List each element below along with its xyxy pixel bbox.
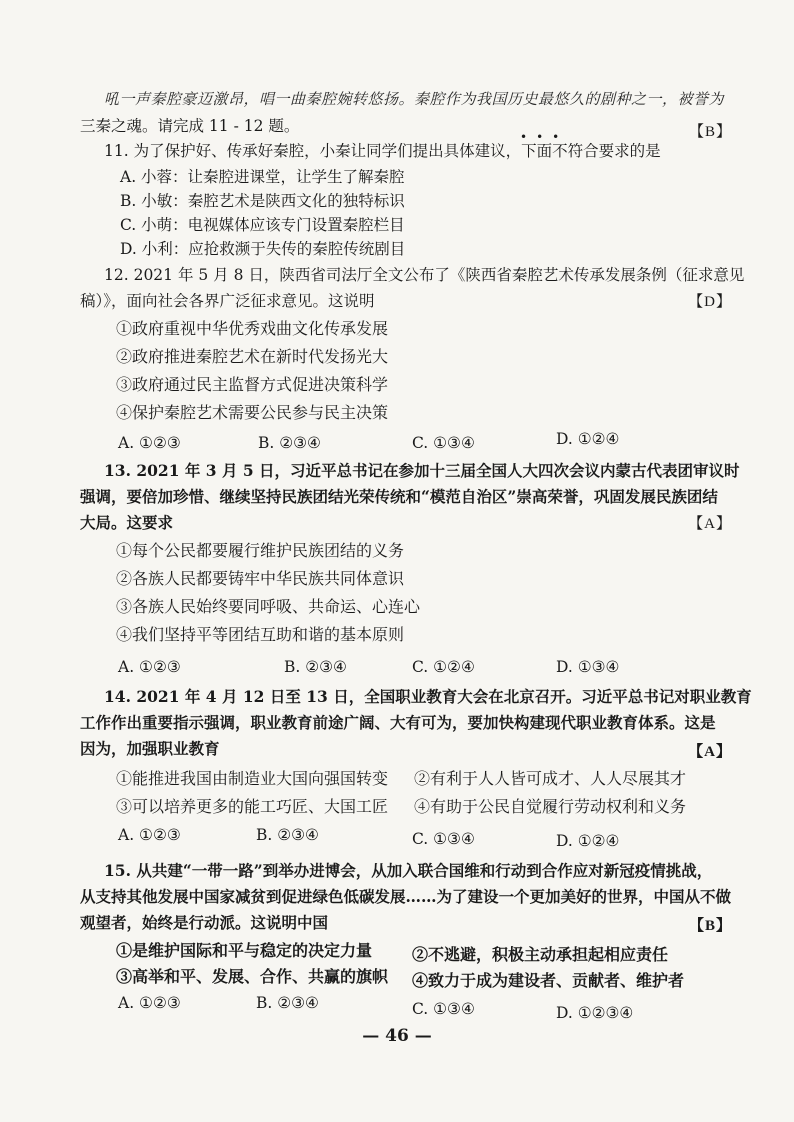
q14-stem-2: 工作作出重要指示强调，职业教育前途广阔、大有可为，要加快构建现代职业教育体系。这是 (80, 713, 716, 732)
q13-choice-d: D. ①③④ (556, 658, 620, 676)
q13-stem-3: 大局。这要求 (80, 513, 174, 532)
q12-choice-b: B. ②③④ (258, 434, 321, 452)
q14-item-3: ③可以培养更多的能工巧匠、大国工匠 (116, 797, 389, 816)
q13-stem-2: 强调，要倍加珍惜、继续坚持民族团结光荣传统和“模范自治区”崇高荣誉，巩固发展民族团结 (80, 487, 718, 506)
q12-stem-2: 稿）》，面向社会各界广泛征求意见。这说明 (80, 292, 375, 310)
q12-stem-1: 12. 2021 年 5 月 8 日，陕西省司法厅全文公布了《陕西省秦腔艺术传承发展条例（征求意见 (104, 266, 745, 284)
intro-line-1: 吼一声秦腔豪迈激昂，唱一曲秦腔婉转悠扬。秦腔作为我国历史最悠久的剧种之一，被誉为 (104, 90, 725, 108)
q15-item-1: ①是维护国际和平与稳定的决定力量 (116, 941, 373, 960)
q11-option-a: A. 小蓉：让秦腔进课堂，让学生了解秦腔 (120, 168, 405, 186)
q15-item-3: ③高举和平、发展、合作、共赢的旗帜 (116, 967, 389, 986)
q15-choice-c: C. ①③④ (412, 1000, 475, 1018)
q13-item-1: ①每个公民都要履行维护民族团结的义务 (116, 541, 405, 560)
q12-choice-a: A. ①②③ (118, 434, 181, 452)
q15-choice-b: B. ②③④ (256, 994, 319, 1012)
q11-stem: 11. 为了保护好、传承好秦腔，小秦让同学们提出具体建议，下面不符合要求的是 (104, 142, 661, 160)
q13-choice-a: A. ①②③ (118, 658, 181, 676)
q13-stem-1: 13. 2021 年 3 月 5 日，习近平总书记在参加十三届全国人大四次会议内蒙古代表团审议时 (104, 461, 740, 480)
q14-item-1: ①能推进我国由制造业大国向强国转变 (116, 769, 389, 788)
q13-item-3: ③各族人民始终要同呼吸、共命运、心连心 (116, 597, 421, 616)
q15-choice-d: D. ①②③④ (556, 1004, 634, 1022)
q14-choice-d: D. ①②④ (556, 832, 620, 850)
q14-item-4: ④有助于公民自觉履行劳动权利和义务 (414, 797, 687, 816)
q13-item-4: ④我们坚持平等团结互助和谐的基本原则 (116, 625, 405, 644)
q12-answer: 【D】 (688, 294, 732, 310)
q12-choice-d: D. ①②④ (556, 430, 620, 448)
q15-item-4: ④致力于成为建设者、贡献者、维护者 (412, 971, 685, 990)
q14-item-2: ②有利于人人皆可成才、人人尽展其才 (414, 769, 687, 788)
q13-choice-b: B. ②③④ (284, 658, 347, 676)
q14-choice-b: B. ②③④ (256, 826, 319, 844)
q11-answer: 【B】 (688, 124, 732, 140)
q13-item-2: ②各族人民都要铸牢中华民族共同体意识 (116, 569, 405, 588)
intro-line-2: 三秦之魂。请完成 11 - 12 题。 (80, 117, 300, 135)
q15-answer: 【B】 (688, 918, 732, 934)
q14-choice-a: A. ①②③ (118, 826, 181, 844)
q15-stem-2: 从支持其他发展中国家减贫到促进绿色低碳发展……为了建设一个更加美好的世界，中国从不做 (80, 887, 732, 906)
q12-item-1: ①政府重视中华优秀戏曲文化传承发展 (116, 319, 389, 338)
q12-item-3: ③政府通过民主监督方式促进决策科学 (116, 375, 389, 394)
q14-stem-3: 因为，加强职业教育 (80, 739, 220, 758)
q14-stem-1: 14. 2021 年 4 月 12 日至 13 日，全国职业教育大会在北京召开。习近平总书记对职业教育 (104, 687, 752, 706)
q12-choice-c: C. ①③④ (412, 434, 475, 452)
q11-option-b: B. 小敏：秦腔艺术是陕西文化的独特标识 (120, 192, 405, 210)
q13-answer: 【A】 (688, 516, 732, 532)
q12-item-2: ②政府推进秦腔艺术在新时代发扬光大 (116, 347, 389, 366)
page-number: — 46 — (362, 1026, 432, 1046)
q13-choice-c: C. ①②④ (412, 658, 475, 676)
q11-option-c: C. 小萌：电视媒体应该专门设置秦腔栏目 (120, 216, 405, 234)
q11-option-d: D. 小利：应抢救濒于失传的秦腔传统剧目 (120, 240, 406, 258)
q15-choice-a: A. ①②③ (118, 994, 181, 1012)
q14-answer: 【A】 (688, 744, 732, 760)
q15-item-2: ②不逃避，积极主动承担起相应责任 (412, 945, 669, 964)
emphasis-dots: ••• (520, 130, 569, 144)
q15-stem-1: 15. 从共建“一带一路”到举办进博会，从加入联合国维和行动到合作应对新冠疫情挑战， (104, 861, 713, 880)
q12-item-4: ④保护秦腔艺术需要公民参与民主决策 (116, 403, 389, 422)
q15-stem-3: 观望者，始终是行动派。这说明中国 (80, 913, 329, 932)
q14-choice-c: C. ①③④ (412, 830, 475, 848)
